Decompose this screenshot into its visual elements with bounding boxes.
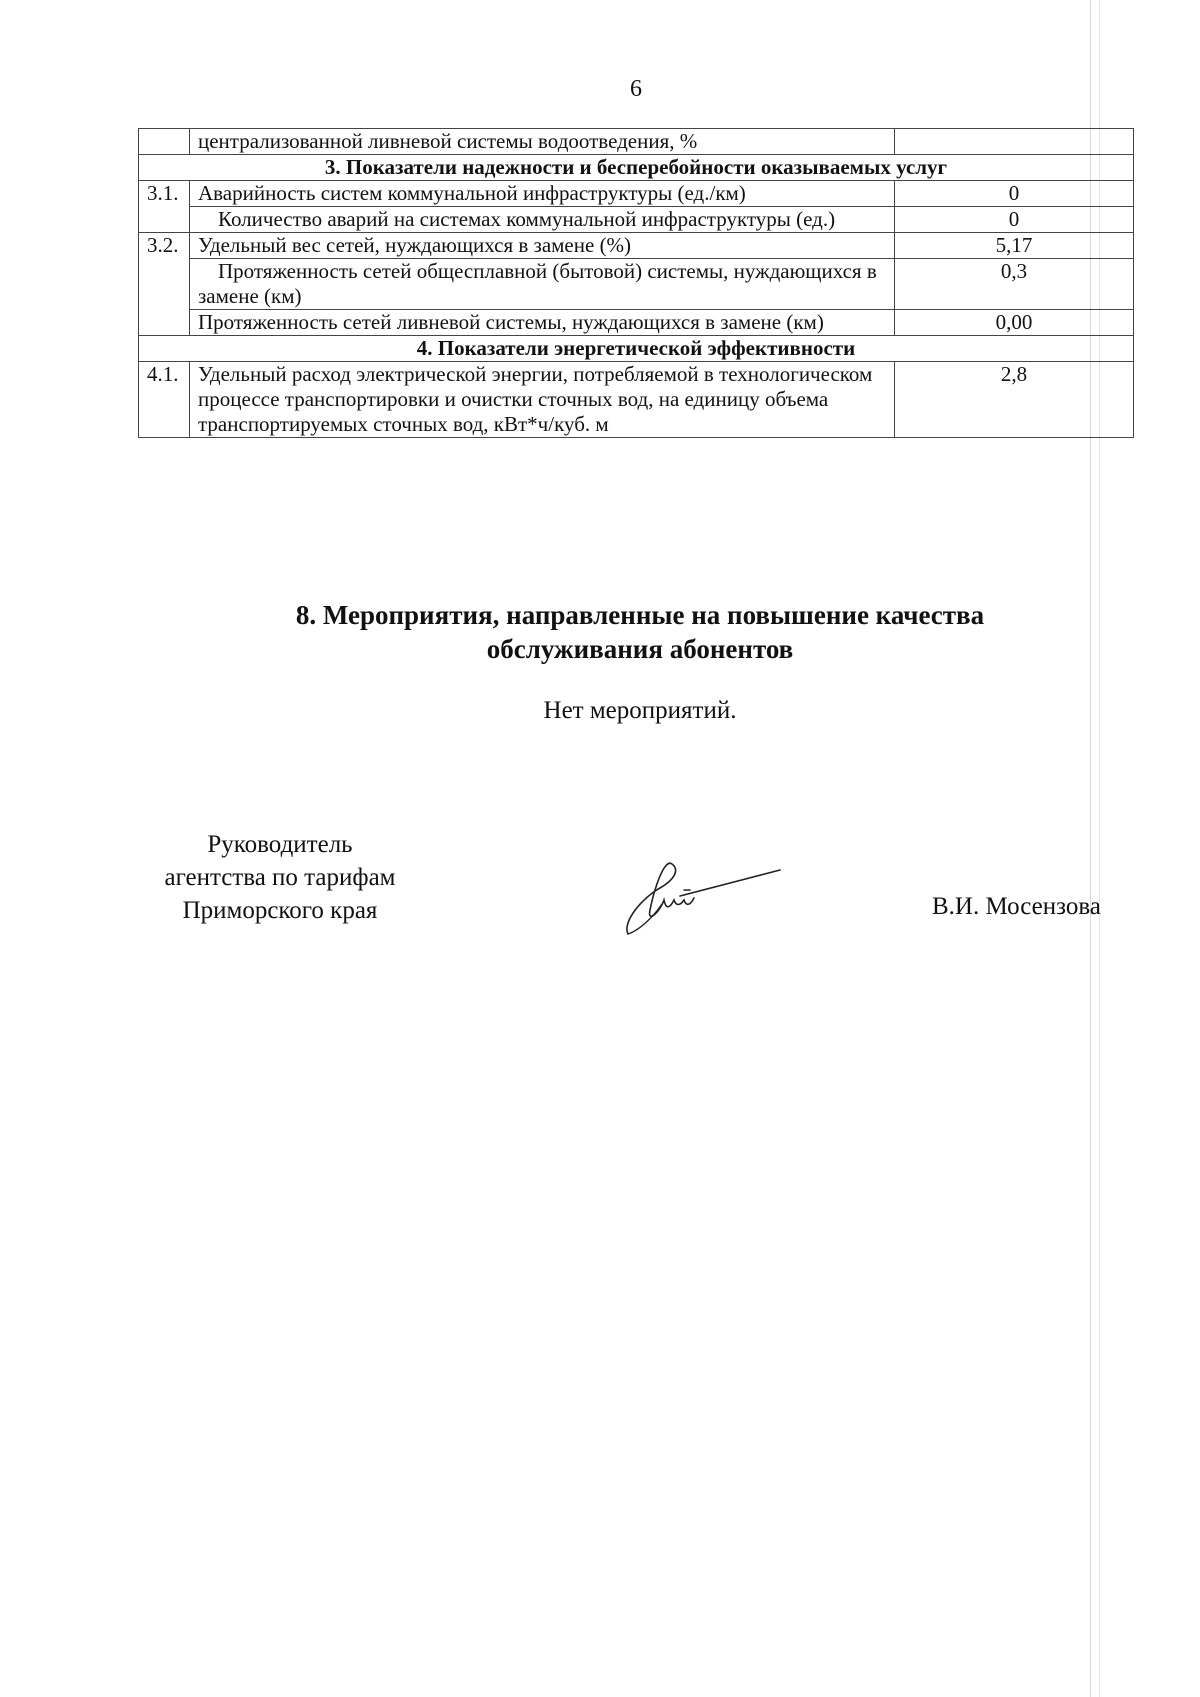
signer-position-line: Руководитель xyxy=(207,831,353,858)
section-row xyxy=(139,336,1134,362)
table-row xyxy=(139,362,1134,438)
row-value: 0,3 xyxy=(895,259,1134,310)
section-8-title-line: 8. Мероприятия, направленные на повышение качества xyxy=(295,600,985,630)
signer-position-line: агентства по тарифам xyxy=(164,864,396,891)
row-description: Аварийность систем коммунальной инфраструктуры (ед./км) xyxy=(190,181,895,207)
signer-name: В.И. Мосензова xyxy=(932,893,1101,920)
row-value: 5,17 xyxy=(895,233,1134,259)
table-row xyxy=(139,207,1134,233)
handwritten-signature xyxy=(620,850,790,940)
row-value xyxy=(895,129,1134,155)
section-8-heading xyxy=(150,598,1130,666)
table-row xyxy=(139,259,1134,310)
section-heading: 3. Показатели надежности и бесперебойности оказываемых услуг xyxy=(139,155,1134,181)
row-description: Удельный вес сетей, нуждающихся в замене (%) xyxy=(190,233,895,259)
table-row xyxy=(139,181,1134,207)
row-value: 0 xyxy=(895,207,1134,233)
table-row xyxy=(139,233,1134,259)
row-number xyxy=(139,129,190,155)
signer-position xyxy=(130,828,430,927)
row-description: Удельный расход электрической энергии, потребляемой в технологическом процессе транспортировки и очистки сточных вод, на единицу объема транспортируемых сточных вод, кВт*ч/куб. м xyxy=(190,362,895,438)
row-value: 0 xyxy=(895,181,1134,207)
row-description: Протяженность сетей ливневой системы, нуждающихся в замене (км) xyxy=(190,310,895,336)
table-row xyxy=(139,129,1134,155)
no-measures-text: Нет мероприятий. xyxy=(543,697,737,724)
row-description: централизованной ливневой системы водоотведения, % xyxy=(190,129,895,155)
row-description: Количество аварий на системах коммунальной инфраструктуры (ед.) xyxy=(190,207,895,233)
signer-position-line: Приморского края xyxy=(182,897,378,924)
section-8-title-line: обслуживания абонентов xyxy=(486,634,794,664)
table-row xyxy=(139,310,1134,336)
row-value: 0,00 xyxy=(895,310,1134,336)
row-description: Протяженность сетей общесплавной (бытовой) системы, нуждающихся в замене (км) xyxy=(190,259,895,310)
section-heading: 4. Показатели энергетической эффективности xyxy=(139,336,1134,362)
row-number: 4.1. xyxy=(139,362,190,438)
row-number: 3.2. xyxy=(139,233,190,336)
page-number: 6 xyxy=(630,76,642,102)
section-row xyxy=(139,155,1134,181)
row-number: 3.1. xyxy=(139,181,190,233)
indicators-table xyxy=(138,128,1134,438)
row-value: 2,8 xyxy=(895,362,1134,438)
